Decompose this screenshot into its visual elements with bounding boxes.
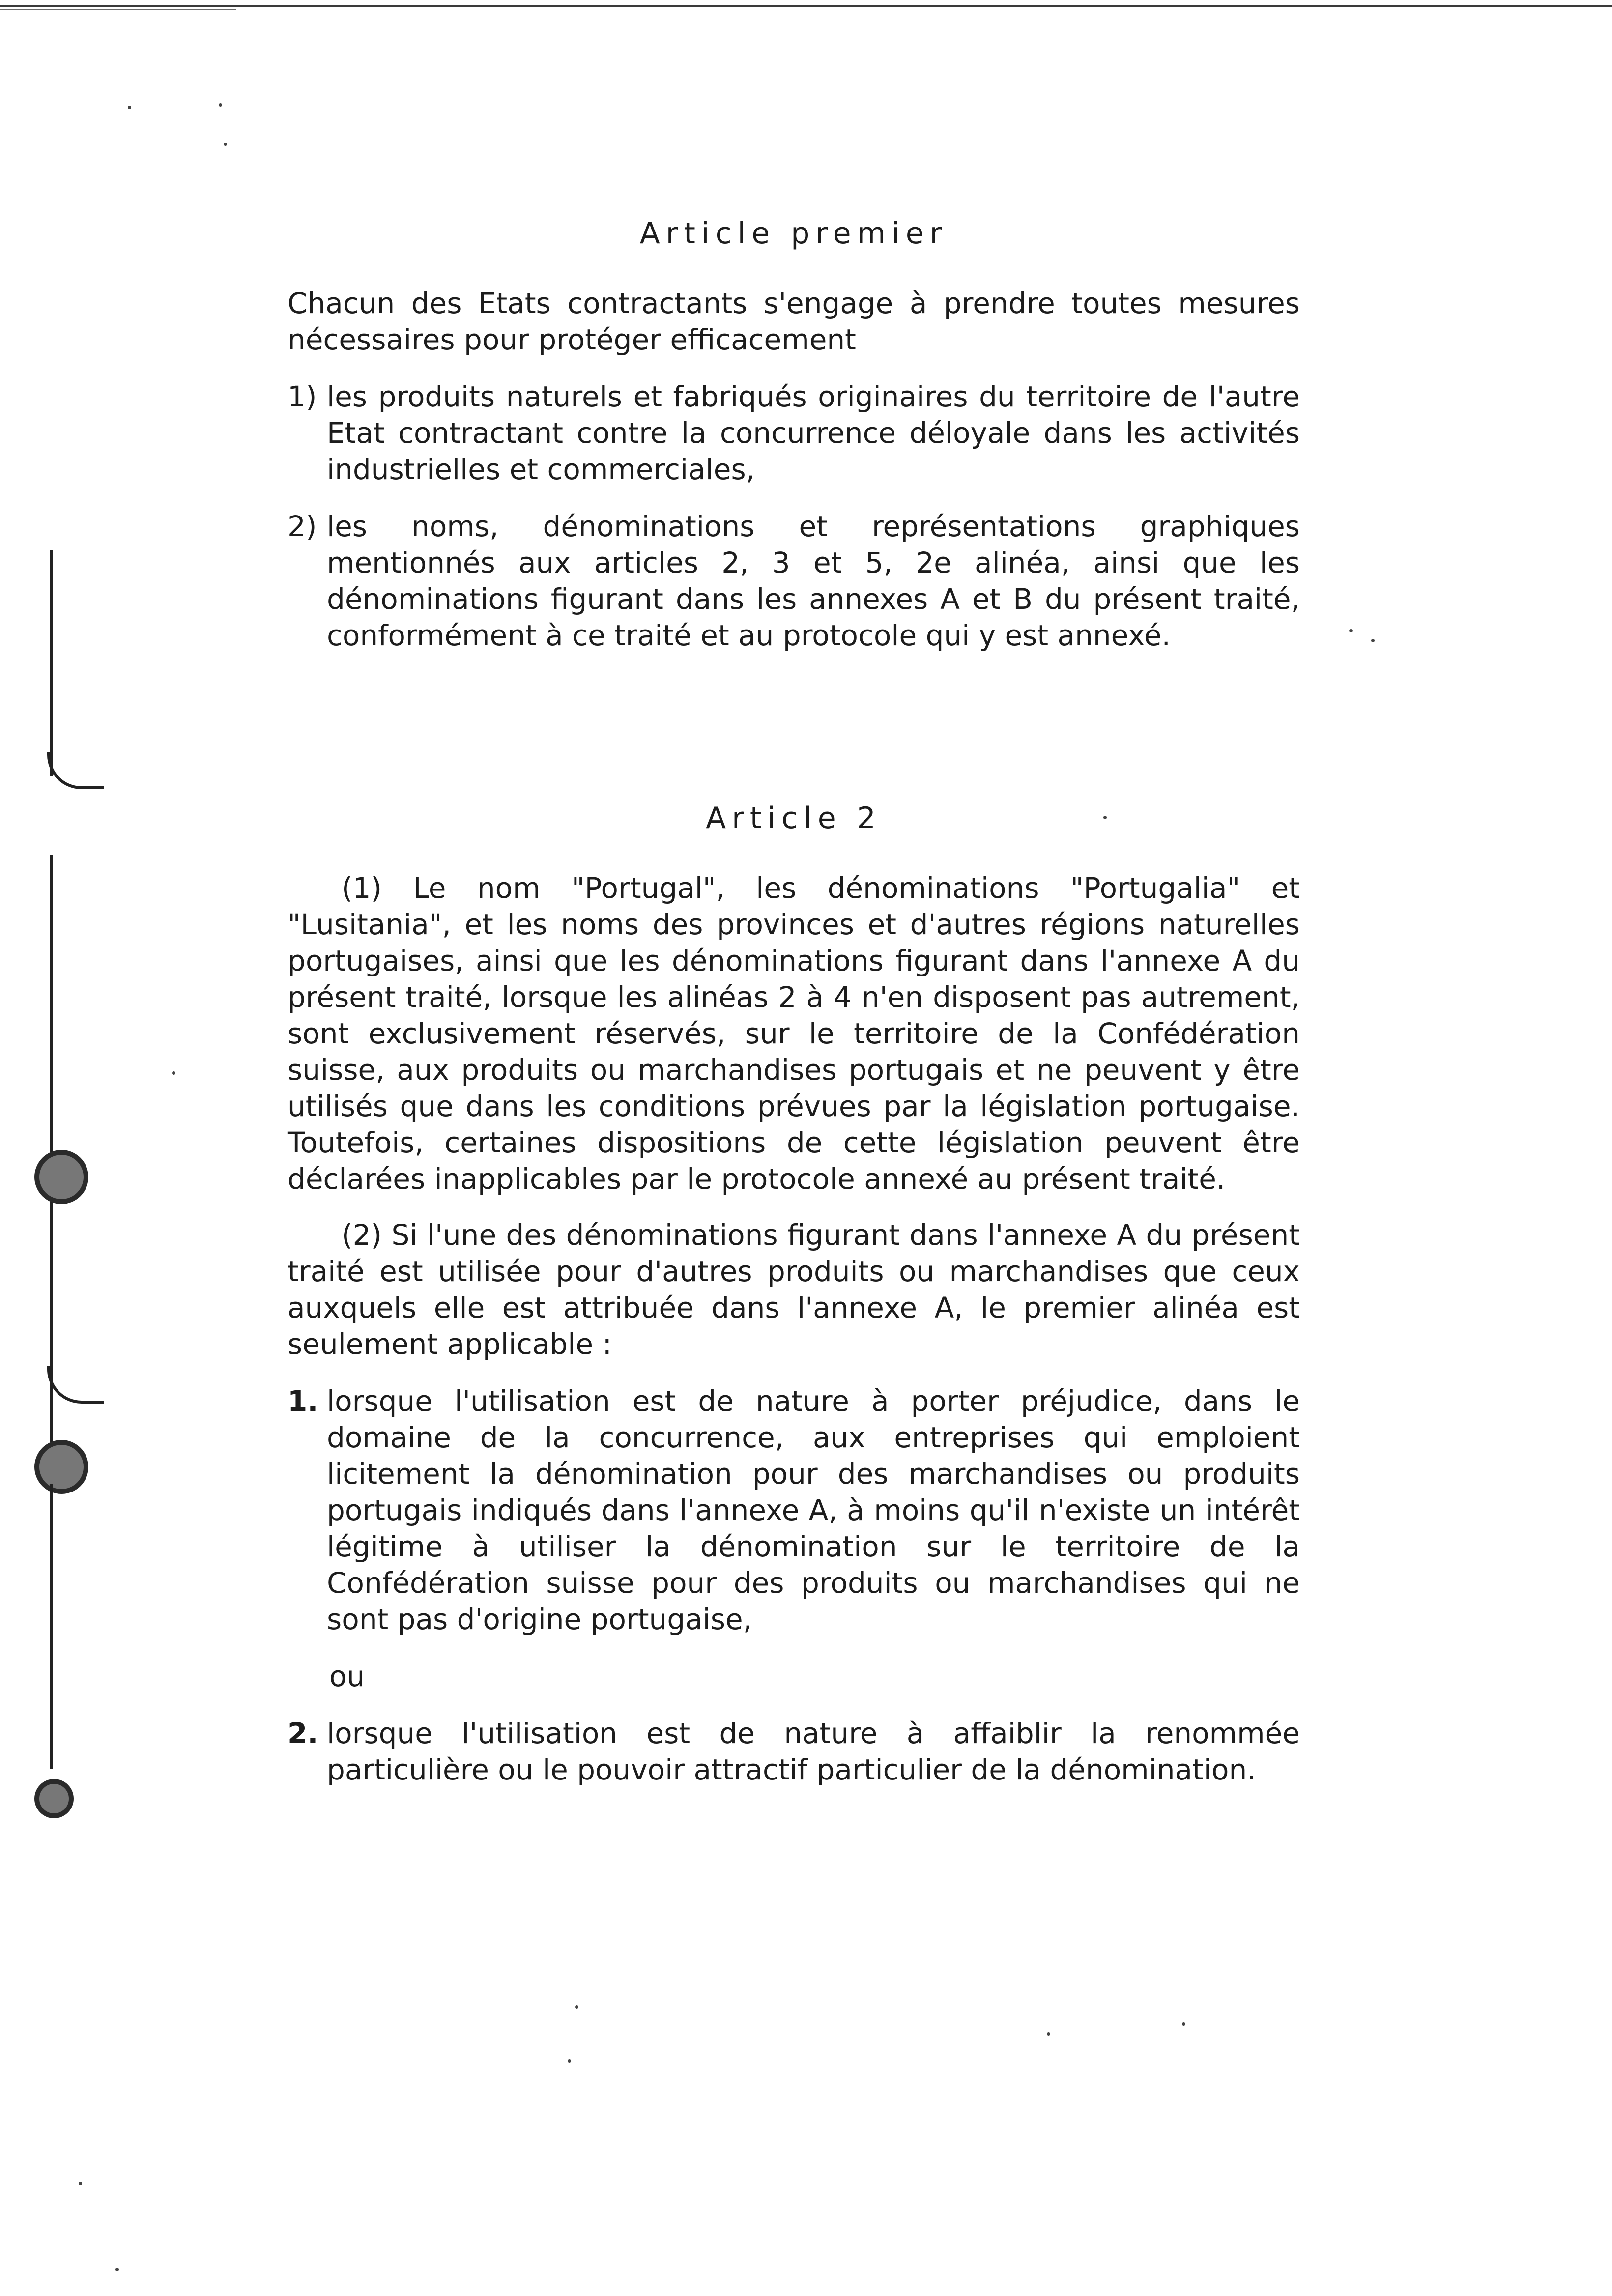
binding-blob: [34, 1779, 74, 1818]
scan-speck: [128, 106, 131, 109]
list-item-number: 1): [288, 380, 317, 413]
scan-speck: [224, 143, 227, 146]
binding-blob: [34, 1150, 88, 1204]
list-item-text: lorsque l'utilisation est de nature à affaiblir la renommée particulière ou le pouvoir attractif particulier de la dénomination.: [327, 1717, 1300, 1786]
list-item-text: les noms, dénominations et représentations graphiques mentionnés aux articles 2, 3 et 5, 2e alinéa, ainsi que les dénominations figurant dans les annexes A et B du présent traité, conformément à ce traité et au protocole qui y est annexé.: [327, 510, 1300, 652]
article-2-paragraph-2: (2) Si l'une des dénominations figurant dans l'annexe A du présent traité est utilisée pour d'autres produits ou marchandises que ceux auxquels elle est attribuée dans l'annexe A, le premier alinéa est seulement applicable :: [288, 1218, 1300, 1361]
list-item-text: lorsque l'utilisation est de nature à porter préjudice, dans le domaine de la concurrence, aux entreprises qui emploient licitement la dénomination pour des marchandises ou produits portugais indiqués dans l'annexe A, à moins qu'il n'existe un intérêt légitime à utiliser la dénomination sur le territoire de la Confédération suisse pour des produits ou marchandises qui ne sont pas d'origine portugaise,: [327, 1384, 1300, 1636]
scan-speck: [172, 1071, 175, 1075]
list-item-text: les produits naturels et fabriqués originaires du territoire de l'autre Etat contractant contre la concurrence déloyale dans les activités industrielles et commerciales,: [327, 380, 1300, 486]
list-item: [288, 508, 1300, 654]
list-item: [288, 378, 1300, 488]
scan-speck: [1371, 639, 1375, 642]
article-premier: [288, 216, 1300, 654]
list-item-number: 1.: [288, 1384, 318, 1418]
scan-edge-line: [0, 5, 1612, 7]
binding-hook: [47, 752, 104, 789]
binding-blob: [34, 1440, 88, 1494]
binding-line: [50, 550, 53, 776]
scan-speck: [1182, 2022, 1185, 2026]
binding-line: [50, 1484, 53, 1769]
scan-speck: [115, 2268, 119, 2271]
binding-hook: [47, 1366, 104, 1404]
article-2-paragraph-1: (1) Le nom "Portugal", les dénominations "Portugalia" et "Lusitania", et les noms des provinces et d'autres régions naturelles portugaises, ainsi que les dénominations figurant dans l'annexe A du présent traité, lorsque les alinéas 2 à 4 n'en disposent pas autrement, sont exclusivement réservés, sur le territoire de la Confédération suisse, aux produits ou marchandises portugais et ne peuvent y être utilisés que dans les conditions prévues par la législation portugaise. Toutefois, certaines dispositions de cette législation peuvent être déclarées inapplicables par le protocole annexé au présent traité.: [288, 871, 1300, 1196]
scan-edge-line-short: [0, 9, 236, 10]
article-premier-title: Article premier: [639, 216, 948, 251]
binding-marks: [20, 491, 79, 1867]
list-item: [288, 1715, 1300, 1788]
list-item: [288, 1383, 1300, 1637]
list-item-number: 2): [288, 510, 317, 543]
scan-speck: [1349, 629, 1353, 632]
scan-speck: [219, 103, 222, 107]
list-connector: ou: [329, 1660, 365, 1693]
scan-speck: [79, 2182, 82, 2185]
article-2: [288, 801, 1300, 1788]
article-premier-intro: Chacun des Etats contractants s'engage à prendre toutes mesures nécessaires pour protéger efficacement: [288, 287, 1300, 356]
document-body: [288, 216, 1300, 1788]
list-item-number: 2.: [288, 1717, 318, 1750]
article-2-title: Article 2: [706, 801, 882, 835]
scan-speck: [575, 2005, 578, 2009]
scan-speck: [1047, 2032, 1050, 2036]
scan-speck: [568, 2059, 571, 2063]
